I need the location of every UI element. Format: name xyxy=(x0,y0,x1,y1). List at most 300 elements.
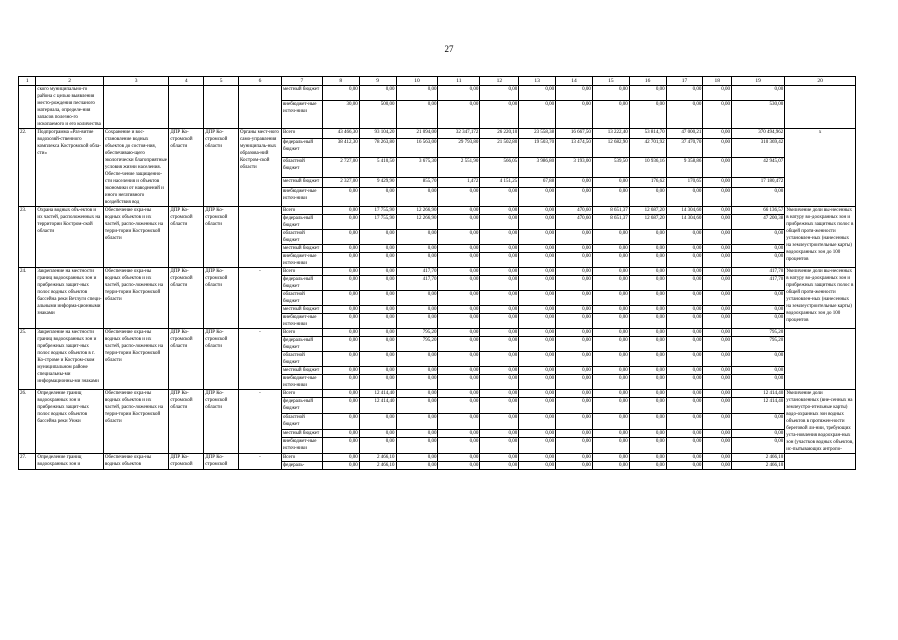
value-cell: 0,00 xyxy=(438,230,480,245)
value-cell: 14 304,60 xyxy=(666,215,703,230)
value-cell: 10 936,16 xyxy=(629,158,666,177)
value-cell: 0,00 xyxy=(396,375,438,390)
value-cell: 0,00 xyxy=(592,100,629,128)
value-cell: 23 558,38 xyxy=(519,129,556,139)
value-cell: 795,20 xyxy=(396,337,438,352)
value-cell: 0,00 xyxy=(732,291,785,306)
value-cell: 0,00 xyxy=(322,367,359,375)
value-cell: 0,00 xyxy=(359,337,396,352)
value-cell: 0,00 xyxy=(592,291,629,306)
value-cell: 0,00 xyxy=(519,398,556,414)
row-cell-c4: ДПР Ко-стромской области xyxy=(169,329,204,390)
value-cell: 1,472 xyxy=(438,177,480,187)
value-cell: 0,00 xyxy=(322,86,359,101)
value-cell: 0,00 xyxy=(519,390,556,398)
value-cell: 0,00 xyxy=(629,253,666,268)
value-cell: 0,00 xyxy=(703,454,732,462)
value-cell: 16 667,50 xyxy=(556,129,593,139)
column-header: 1 xyxy=(19,77,36,86)
value-cell: 0,00 xyxy=(592,454,629,462)
value-cell: 0,00 xyxy=(322,187,359,206)
table-row xyxy=(19,207,856,215)
value-cell: 795,20 xyxy=(732,337,785,352)
value-cell: 2 466,10 xyxy=(732,462,785,470)
value-cell: 417,70 xyxy=(396,276,438,291)
value-cell: 0,00 xyxy=(359,306,396,314)
value-cell: 0,00 xyxy=(556,314,593,329)
value-cell: 0,00 xyxy=(396,462,438,470)
value-cell: 12 414,40 xyxy=(732,398,785,414)
value-cell: 0,00 xyxy=(322,454,359,462)
value-cell: 21 502,80 xyxy=(480,139,519,158)
value-cell: 0,00 xyxy=(703,438,732,454)
column-header: 4 xyxy=(169,77,204,86)
value-cell: 0,00 xyxy=(519,187,556,206)
value-cell: 0,00 xyxy=(556,253,593,268)
value-cell: 0,00 xyxy=(359,276,396,291)
value-cell: 47 000,21 xyxy=(666,129,703,139)
value-cell: 566,05 xyxy=(480,158,519,177)
value-cell: 0,00 xyxy=(480,375,519,390)
value-cell: 0,00 xyxy=(359,230,396,245)
value-cell: 0,00 xyxy=(359,268,396,276)
column-header: 6 xyxy=(238,77,281,86)
row-cell-c3: Обеспечение охра-ны водных объектов и их частей, распо-ложенных на терри-тории Костромской области xyxy=(103,207,168,268)
value-cell: 0,00 xyxy=(322,398,359,414)
value-cell: 0,00 xyxy=(703,352,732,367)
value-cell: 176,62 xyxy=(629,177,666,187)
value-cell: 0,00 xyxy=(732,414,785,430)
value-cell: 3 193,00 xyxy=(556,158,593,177)
funding-source-cell: внебюджет-ные источ-ники xyxy=(281,100,322,128)
value-cell: 0,00 xyxy=(592,230,629,245)
value-cell: 0,00 xyxy=(359,314,396,329)
value-cell: 0,00 xyxy=(666,314,703,329)
value-cell: 8 651,37 xyxy=(592,215,629,230)
row-cell-c2: Подпрограмма «Раз-витие водохозяй-ственного комплекса Костромской обла-сти» xyxy=(36,129,104,207)
funding-source-cell: федераль-ный бюджет xyxy=(281,276,322,291)
value-cell: 0,00 xyxy=(438,291,480,306)
value-cell: 0,00 xyxy=(438,337,480,352)
value-cell: 0,00 xyxy=(666,306,703,314)
value-cell: 0,00 xyxy=(703,291,732,306)
value-cell: 0,00 xyxy=(629,276,666,291)
value-cell: 0,00 xyxy=(396,367,438,375)
value-cell: 0,00 xyxy=(666,337,703,352)
value-cell: 0,00 xyxy=(666,276,703,291)
value-cell: 0,00 xyxy=(359,245,396,253)
value-cell: 0,00 xyxy=(322,268,359,276)
value-cell: 0,00 xyxy=(666,230,703,245)
value-cell: 0,00 xyxy=(322,215,359,230)
value-cell: 0,00 xyxy=(322,314,359,329)
value-cell: 0,00 xyxy=(519,230,556,245)
value-cell: 32 347,172 xyxy=(438,129,480,139)
value-cell: 0,00 xyxy=(703,276,732,291)
table-row xyxy=(19,329,856,337)
value-cell: 0,00 xyxy=(359,375,396,390)
value-cell: 0,00 xyxy=(592,177,629,187)
value-cell: 0,00 xyxy=(703,215,732,230)
value-cell: 67,88 xyxy=(519,177,556,187)
funding-source-cell: областной бюджет xyxy=(281,291,322,306)
budget-table xyxy=(18,76,856,470)
value-cell: 0,00 xyxy=(592,352,629,367)
value-cell: 0,00 xyxy=(322,291,359,306)
value-cell: 795,20 xyxy=(396,329,438,337)
value-cell: 5 410,50 xyxy=(359,158,396,177)
value-cell: 0,00 xyxy=(666,100,703,128)
value-cell: 0,00 xyxy=(396,86,438,101)
value-cell: 0,00 xyxy=(592,337,629,352)
value-cell: 470,60 xyxy=(556,207,593,215)
column-header: 13 xyxy=(519,77,556,86)
value-cell: 0,00 xyxy=(703,268,732,276)
value-cell: 0,00 xyxy=(396,352,438,367)
column-header: 20 xyxy=(785,77,856,86)
value-cell: 14 304,60 xyxy=(666,207,703,215)
row-cell-c2: Охрана водных объ-ектов и их частей, расположенных на территории Костром-ской области xyxy=(36,207,104,268)
funding-source-cell: внебюджет-ные источ-ники xyxy=(281,187,322,206)
column-header: 7 xyxy=(281,77,322,86)
row-cell-c1: 24. xyxy=(19,268,36,329)
value-cell: 0,00 xyxy=(592,438,629,454)
value-cell: 500,00 xyxy=(359,100,396,128)
value-cell: 0,00 xyxy=(480,245,519,253)
value-cell: 37 470,70 xyxy=(666,139,703,158)
value-cell: 17 180,472 xyxy=(732,177,785,187)
value-cell: 0,00 xyxy=(666,187,703,206)
column-header: 9 xyxy=(359,77,396,86)
value-cell: 12 414,40 xyxy=(359,390,396,398)
value-cell: 0,00 xyxy=(732,253,785,268)
value-cell: 0,00 xyxy=(629,352,666,367)
value-cell: 0,00 xyxy=(519,438,556,454)
row-cell-c4: ДПР Ко-стромской xyxy=(169,454,204,470)
row-cell-c3: Обеспечение охра-ны водных объектов и их частей, распо-ложенных на терри-тории Костромской области xyxy=(103,268,168,329)
column-header: 15 xyxy=(592,77,629,86)
value-cell: 16 563,00 xyxy=(396,139,438,158)
value-cell: 13 474,50 xyxy=(556,139,593,158)
value-cell: 0,00 xyxy=(480,100,519,128)
row-cell-c5: ДПР Ко-стромской области xyxy=(204,207,239,268)
funding-source-cell: федераль- xyxy=(281,462,322,470)
value-cell: 0,00 xyxy=(666,429,703,437)
row-cell-result xyxy=(785,329,856,390)
row-cell-c6: - xyxy=(238,454,281,470)
value-cell: 0,00 xyxy=(556,86,593,101)
value-cell: 0,00 xyxy=(556,390,593,398)
value-cell: 0,00 xyxy=(732,230,785,245)
value-cell: 0,00 xyxy=(703,245,732,253)
value-cell: 0,00 xyxy=(359,352,396,367)
value-cell: 0,00 xyxy=(703,462,732,470)
value-cell: 12 687,20 xyxy=(629,215,666,230)
value-cell: 0,00 xyxy=(396,414,438,430)
row-cell-result: х xyxy=(785,129,856,207)
funding-source-cell: областной бюджет xyxy=(281,158,322,177)
value-cell: 0,00 xyxy=(322,230,359,245)
value-cell: 370 494,962 xyxy=(732,129,785,139)
value-cell: 0,00 xyxy=(703,86,732,101)
row-cell-c6: - xyxy=(238,329,281,390)
value-cell: 0,00 xyxy=(592,253,629,268)
value-cell: 0,00 xyxy=(322,276,359,291)
funding-source-cell: Всего xyxy=(281,268,322,276)
value-cell: 0,00 xyxy=(703,158,732,177)
value-cell: 470,60 xyxy=(556,215,593,230)
value-cell: 0,00 xyxy=(592,187,629,206)
value-cell: 42 945,07 xyxy=(732,158,785,177)
row-cell-c6: Органы мест-ного само-управления муниципаль-ных образова-ний Костром-ской области xyxy=(238,129,281,207)
value-cell: 0,00 xyxy=(480,215,519,230)
value-cell: 0,00 xyxy=(629,245,666,253)
row-cell-c3 xyxy=(103,86,168,129)
value-cell: 0,00 xyxy=(666,367,703,375)
value-cell: 78 263,80 xyxy=(359,139,396,158)
value-cell: 0,00 xyxy=(666,462,703,470)
row-cell-c4: ДПР Ко-стромской области xyxy=(169,390,204,454)
value-cell: 0,00 xyxy=(359,438,396,454)
value-cell: 0,00 xyxy=(592,329,629,337)
row-cell-result: Увеличение доли вы-несенных в натуру во-доохранных зон и прибрежных защитных полос в общей протя-женности установлен-ных (нанесенных на землеустроительные карты) водоохранных зон до 100 процентов xyxy=(785,207,856,268)
funding-source-cell: Всего xyxy=(281,329,322,337)
value-cell: 17 755,90 xyxy=(359,215,396,230)
value-cell: 0,00 xyxy=(556,245,593,253)
value-cell: 0,00 xyxy=(519,215,556,230)
value-cell: 0,00 xyxy=(396,187,438,206)
value-cell: 0,00 xyxy=(666,390,703,398)
row-cell-c1: 25. xyxy=(19,329,36,390)
value-cell: 8 651,37 xyxy=(592,207,629,215)
value-cell: 0,00 xyxy=(396,291,438,306)
row-cell-c4: ДПР Ко-стромской области xyxy=(169,268,204,329)
row-cell-c6: - xyxy=(238,390,281,454)
funding-source-cell: Всего xyxy=(281,207,322,215)
value-cell: 0,00 xyxy=(629,187,666,206)
funding-source-cell: федераль-ный бюджет xyxy=(281,139,322,158)
value-cell: 0,00 xyxy=(592,367,629,375)
value-cell: 0,00 xyxy=(629,291,666,306)
value-cell: 0,00 xyxy=(438,454,480,462)
value-cell: 0,00 xyxy=(519,429,556,437)
row-cell-c5 xyxy=(204,86,239,129)
row-cell-c2: Закрепление на местности границ водоохранных зон и прибрежных защит-ных полос водных объектов в г. Ко-строме и Костром-ском муниципальном районе специальны-ми информационны-ми знаками xyxy=(36,329,104,390)
value-cell: 0,00 xyxy=(480,306,519,314)
value-cell: 0,00 xyxy=(322,306,359,314)
value-cell: 0,00 xyxy=(666,352,703,367)
row-cell-c3: Сохранение и вос-становление водных объектов до состоя-ния, обеспечиваю-щего экологически благоприятные условия жизни населения. Обеспе-чение защищенно-сти населения и объектов экономики от наводнений и иного негативного воздействия вод xyxy=(104,130,167,205)
value-cell: 4 151,25 xyxy=(480,177,519,187)
page-number: 27 xyxy=(444,44,454,54)
value-cell: 0,00 xyxy=(629,100,666,128)
value-cell: 0,00 xyxy=(480,438,519,454)
value-cell: 530,00 xyxy=(732,100,785,128)
value-cell: 0,00 xyxy=(519,454,556,462)
value-cell: 0,00 xyxy=(519,352,556,367)
value-cell: 0,00 xyxy=(629,337,666,352)
value-cell: 0,00 xyxy=(592,245,629,253)
value-cell: 0,00 xyxy=(629,329,666,337)
value-cell: 0,00 xyxy=(703,329,732,337)
funding-source-cell: местный бюджет xyxy=(281,245,322,253)
row-cell-c2: Закрепление на местности границ водоохранных зон и прибрежных защит-ных полос водных объектов бассейна реки Ветлуги специ-альными информа-ционными знаками xyxy=(36,268,104,329)
value-cell: 0,00 xyxy=(629,306,666,314)
value-cell: 42 701,92 xyxy=(629,139,666,158)
value-cell: 0,00 xyxy=(732,245,785,253)
value-cell: 0,00 xyxy=(480,462,519,470)
value-cell: 0,00 xyxy=(359,187,396,206)
value-cell: 12 266,90 xyxy=(396,215,438,230)
value-cell: 0,00 xyxy=(438,253,480,268)
value-cell: 0,00 xyxy=(480,86,519,101)
row-cell-c5: ДПР Ко-стромской области xyxy=(204,268,239,329)
value-cell: 0,00 xyxy=(438,352,480,367)
table-row xyxy=(19,390,856,398)
row-cell-c1: 22. xyxy=(19,129,36,207)
value-cell: 0,00 xyxy=(629,367,666,375)
value-cell: 0,00 xyxy=(556,414,593,430)
value-cell: 0,00 xyxy=(666,329,703,337)
value-cell: 0,00 xyxy=(519,414,556,430)
value-cell: 0,00 xyxy=(396,398,438,414)
value-cell: 0,00 xyxy=(732,375,785,390)
value-cell: 0,00 xyxy=(396,245,438,253)
value-cell: 0,00 xyxy=(556,230,593,245)
value-cell: 0,00 xyxy=(322,375,359,390)
value-cell: 0,00 xyxy=(666,375,703,390)
value-cell: 417,70 xyxy=(732,268,785,276)
value-cell: 539,50 xyxy=(592,158,629,177)
value-cell: 0,00 xyxy=(519,291,556,306)
value-cell: 30,00 xyxy=(322,100,359,128)
value-cell: 0,00 xyxy=(556,352,593,367)
column-header: 10 xyxy=(396,77,438,86)
column-header: 14 xyxy=(556,77,593,86)
value-cell: 0,00 xyxy=(359,329,396,337)
value-cell: 0,00 xyxy=(519,276,556,291)
row-cell-c6 xyxy=(238,86,281,129)
value-cell: 0,00 xyxy=(703,314,732,329)
value-cell: 0,00 xyxy=(438,438,480,454)
value-cell: 0,00 xyxy=(438,276,480,291)
value-cell: 0,00 xyxy=(703,414,732,430)
table-row xyxy=(19,86,856,101)
value-cell: 0,00 xyxy=(703,100,732,128)
value-cell: 0,00 xyxy=(438,390,480,398)
value-cell: 0,00 xyxy=(359,291,396,306)
column-header: 8 xyxy=(322,77,359,86)
value-cell: 0,00 xyxy=(556,398,593,414)
value-cell: 0,00 xyxy=(322,462,359,470)
value-cell: 0,00 xyxy=(322,438,359,454)
row-cell-c4: ДПР Ко-стромской области xyxy=(169,207,204,268)
value-cell: 19 503,70 xyxy=(519,139,556,158)
value-cell: 0,00 xyxy=(592,398,629,414)
funding-source-cell: областной бюджет xyxy=(281,230,322,245)
value-cell: 13 222,40 xyxy=(592,129,629,139)
value-cell: 0,00 xyxy=(519,314,556,329)
funding-source-cell: федераль-ный бюджет xyxy=(281,398,322,414)
value-cell: 0,00 xyxy=(732,438,785,454)
value-cell: 0,00 xyxy=(480,454,519,462)
value-cell: 417,70 xyxy=(732,276,785,291)
value-cell: 2 466,10 xyxy=(359,462,396,470)
value-cell: 0,00 xyxy=(322,414,359,430)
funding-source-cell: федераль-ный бюджет xyxy=(281,337,322,352)
value-cell: 0,00 xyxy=(438,86,480,101)
value-cell: 0,00 xyxy=(438,414,480,430)
value-cell: 2 551,90 xyxy=(438,158,480,177)
value-cell: 0,00 xyxy=(703,337,732,352)
value-cell: 0,00 xyxy=(592,268,629,276)
value-cell: 0,00 xyxy=(438,306,480,314)
row-cell-c5: ДПР Ко-стромской области xyxy=(204,390,239,454)
value-cell: 0,00 xyxy=(703,187,732,206)
value-cell: 0,00 xyxy=(519,268,556,276)
value-cell: 0,00 xyxy=(322,429,359,437)
row-cell-c5: ДПР Ко-стромской xyxy=(204,454,239,470)
value-cell: 0,00 xyxy=(666,86,703,101)
value-cell: 0,00 xyxy=(556,187,593,206)
column-header: 11 xyxy=(438,77,480,86)
value-cell: 0,00 xyxy=(480,276,519,291)
value-cell: 0,00 xyxy=(322,245,359,253)
value-cell: 0,00 xyxy=(519,462,556,470)
value-cell: 0,00 xyxy=(396,454,438,462)
value-cell: 53 814,70 xyxy=(629,129,666,139)
value-cell: 12 414,40 xyxy=(359,398,396,414)
value-cell: 0,00 xyxy=(396,253,438,268)
value-cell: 0,00 xyxy=(629,268,666,276)
value-cell: 17 755,90 xyxy=(359,207,396,215)
value-cell: 0,00 xyxy=(703,429,732,437)
value-cell: 0,00 xyxy=(629,230,666,245)
value-cell: 0,00 xyxy=(732,187,785,206)
value-cell: 0,00 xyxy=(629,462,666,470)
value-cell: 9 358,86 xyxy=(666,158,703,177)
value-cell: 0,00 xyxy=(519,100,556,128)
value-cell: 0,00 xyxy=(396,100,438,128)
value-cell: 0,00 xyxy=(438,100,480,128)
value-cell: 0,00 xyxy=(629,414,666,430)
value-cell: 0,00 xyxy=(732,429,785,437)
value-cell: 0,00 xyxy=(556,268,593,276)
value-cell: 795,20 xyxy=(732,329,785,337)
value-cell: 0,00 xyxy=(359,253,396,268)
funding-source-cell: Всего xyxy=(281,454,322,462)
value-cell: 0,00 xyxy=(396,390,438,398)
value-cell: 0,00 xyxy=(438,215,480,230)
value-cell: 93 104,20 xyxy=(359,129,396,139)
value-cell: 310 369,42 xyxy=(732,139,785,158)
value-cell: 0,00 xyxy=(592,86,629,101)
value-cell: 0,00 xyxy=(438,429,480,437)
value-cell: 0,00 xyxy=(480,367,519,375)
row-cell-c6: - xyxy=(238,268,281,329)
value-cell: 0,00 xyxy=(438,375,480,390)
value-cell: 0,00 xyxy=(322,390,359,398)
value-cell: 0,00 xyxy=(703,398,732,414)
row-cell-c1: 27. xyxy=(19,454,36,470)
value-cell: 0,00 xyxy=(556,429,593,437)
value-cell: 0,00 xyxy=(438,329,480,337)
funding-source-cell: внебюджет-ные источ-ники xyxy=(281,253,322,268)
value-cell: 26 220,10 xyxy=(480,129,519,139)
funding-source-cell: областной бюджет xyxy=(281,414,322,430)
value-cell: 0,00 xyxy=(629,429,666,437)
value-cell: 0,00 xyxy=(480,398,519,414)
